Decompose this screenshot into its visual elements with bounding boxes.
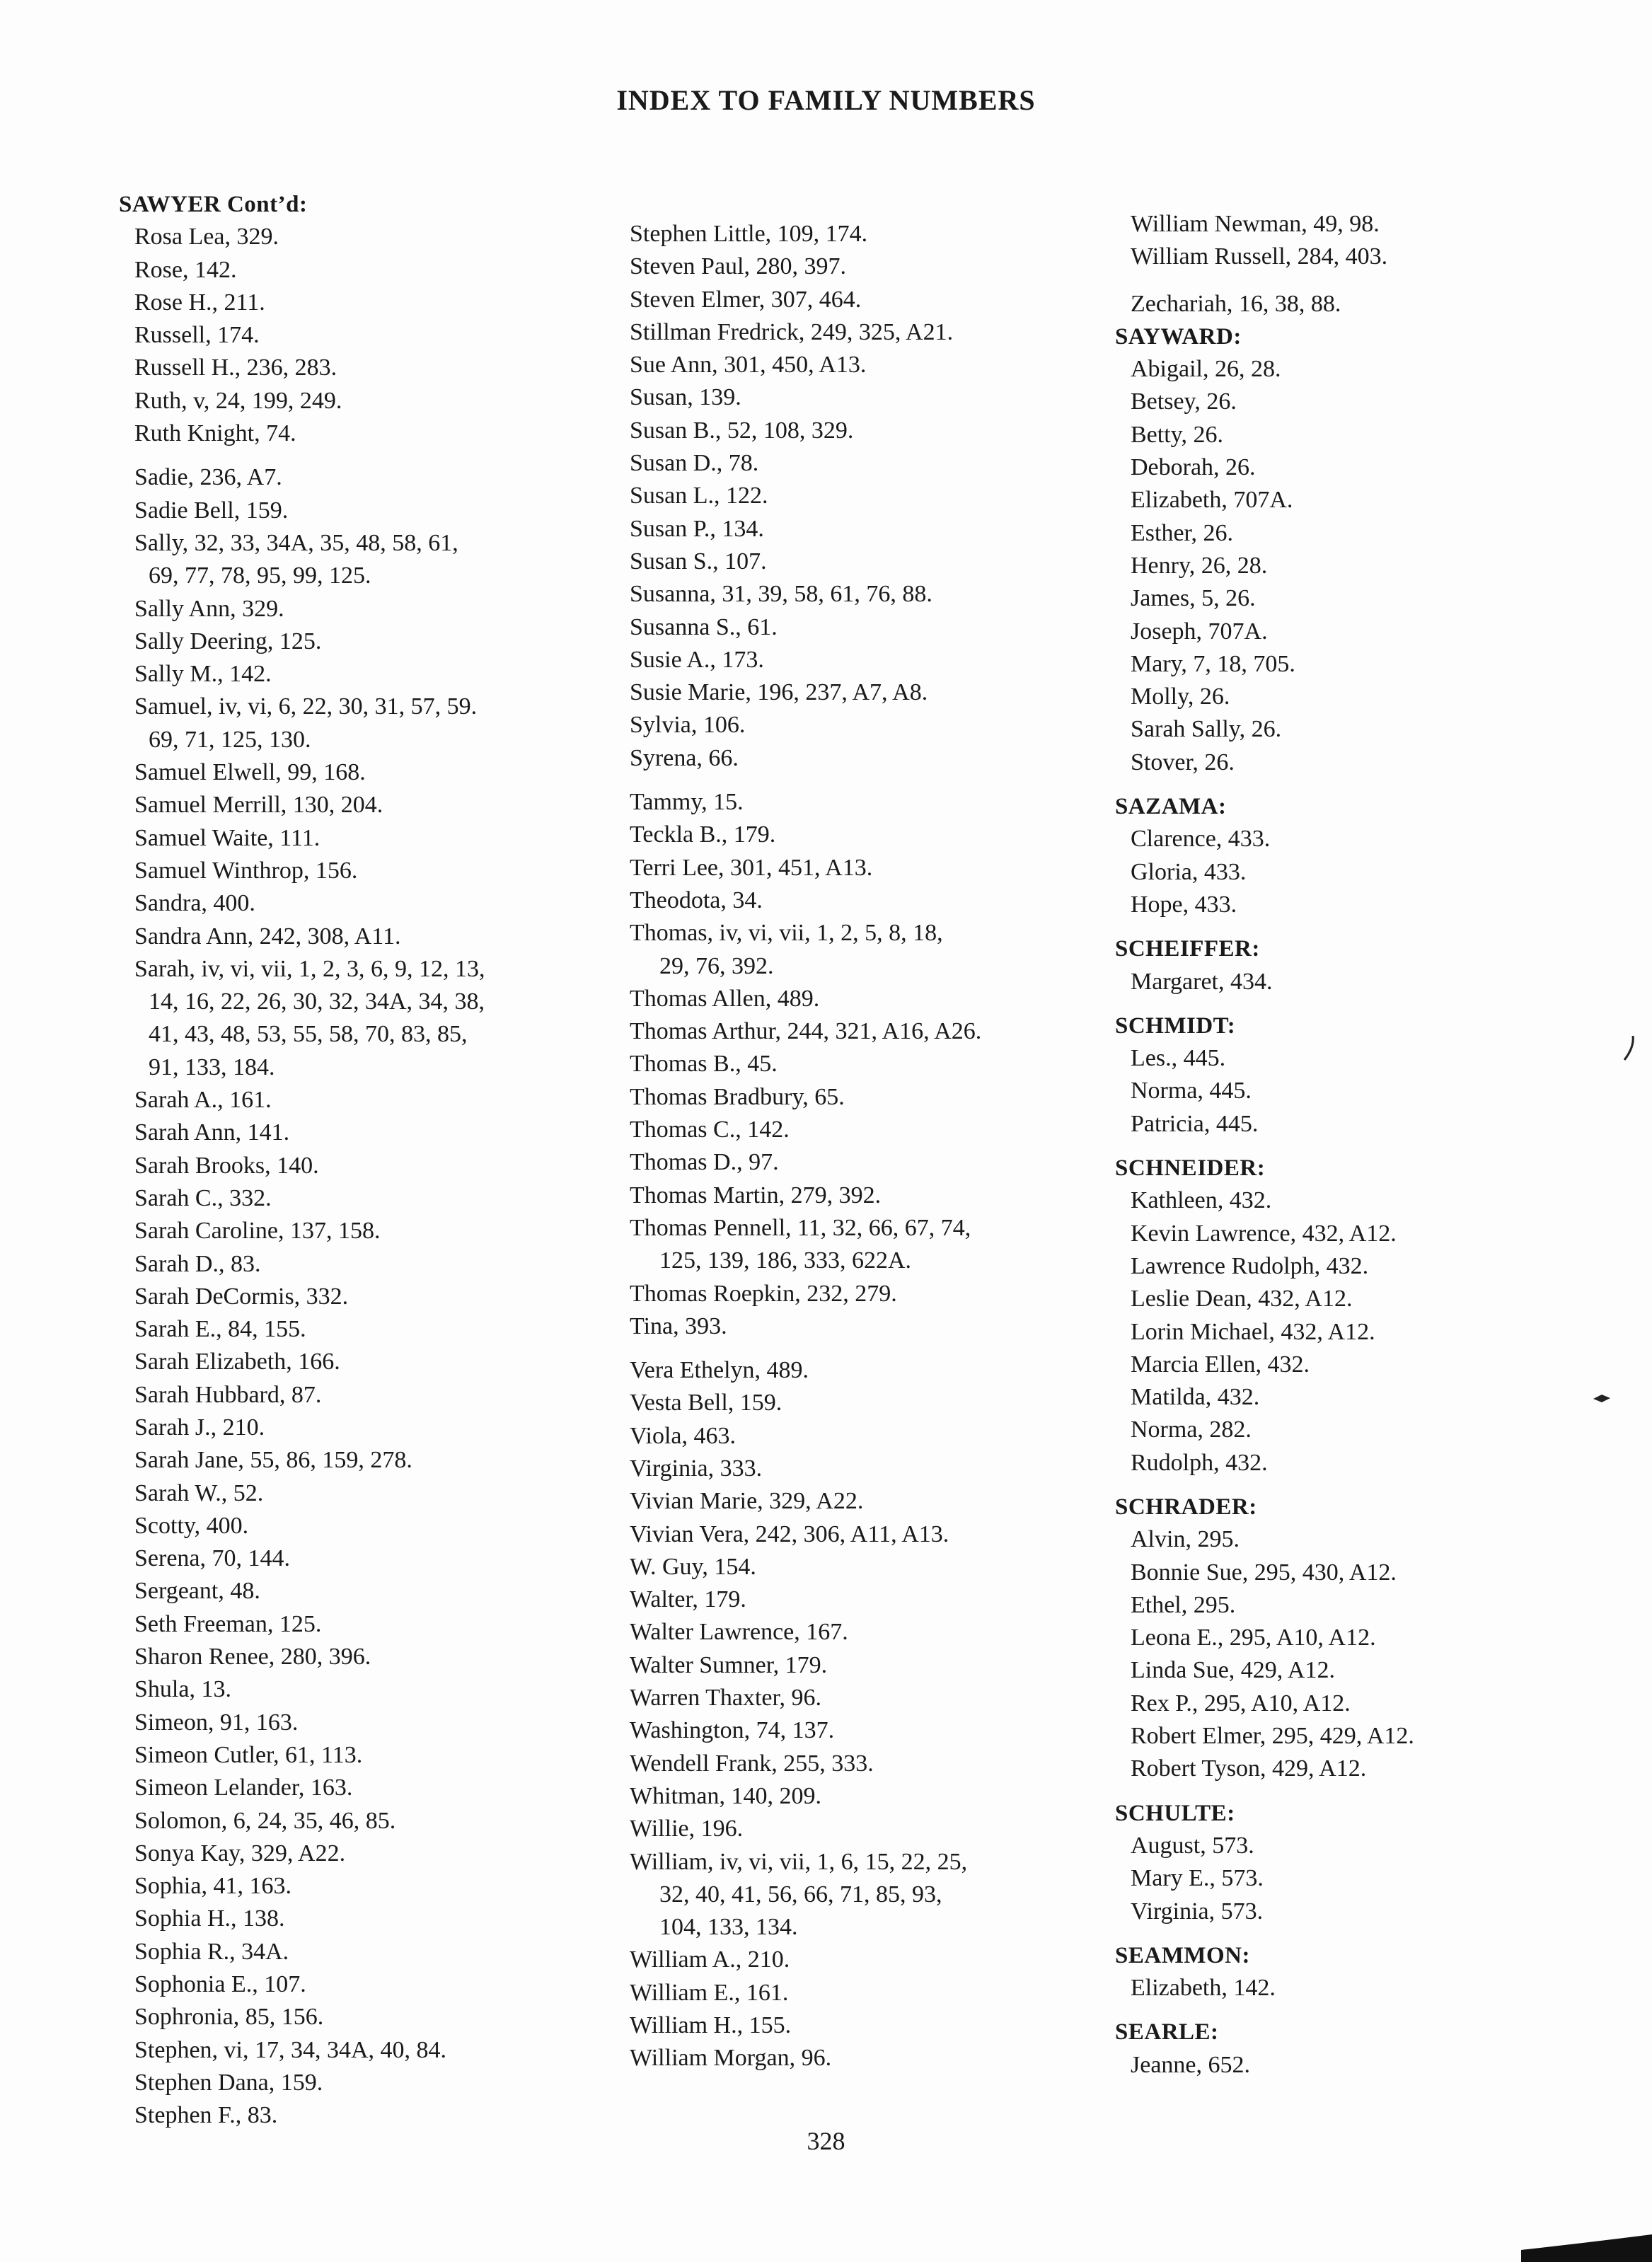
index-entry: Abigail, 26, 28. [1131, 356, 1281, 383]
index-entry: Tammy, 15. [630, 789, 744, 816]
index-entry: Sophia H., 138. [134, 1905, 285, 1932]
index-entry: Kevin Lawrence, 432, A12. [1131, 1220, 1397, 1247]
index-entry: William, iv, vi, vii, 1, 6, 15, 22, 25, [630, 1848, 968, 1875]
spacer [119, 450, 485, 461]
index-entry: Sarah W., 52. [134, 1479, 264, 1506]
index-entry: Susie Marie, 196, 237, A7, A8. [630, 679, 928, 706]
index-entry: Esther, 26. [1131, 519, 1233, 546]
index-entry: Sophia R., 34A. [134, 1938, 289, 1965]
index-entry: Vera Ethelyn, 489. [630, 1357, 809, 1384]
index-entry: Sophia, 41, 163. [134, 1873, 291, 1900]
index-entry: Syrena, 66. [630, 744, 739, 771]
index-entry: Robert Elmer, 295, 429, A12. [1131, 1723, 1414, 1750]
surname-heading: SAYWARD: [1115, 323, 1242, 350]
index-entry: Patricia, 445. [1131, 1110, 1259, 1137]
index-entry: Sarah Caroline, 137, 158. [134, 1218, 381, 1245]
index-entry: Vivian Vera, 242, 306, A11, A13. [630, 1520, 949, 1547]
index-entry: Stephen, vi, 17, 34, 34A, 40, 84. [134, 2036, 447, 2063]
index-entry: Joseph, 707A. [1131, 618, 1268, 645]
index-entry: Rosa Lea, 329. [134, 224, 279, 250]
index-entry: Stephen F., 83. [134, 2102, 278, 2129]
index-entry: Molly, 26. [1131, 683, 1230, 710]
index-entry: Samuel Winthrop, 156. [134, 857, 358, 884]
index-entry: Stephen Dana, 159. [134, 2069, 323, 2096]
index-entry: Bonnie Sue, 295, 430, A12. [1131, 1559, 1397, 1586]
index-entry: Sophonia E., 107. [134, 1971, 306, 1998]
index-entry-continuation: 69, 77, 78, 95, 99, 125. [149, 562, 371, 589]
surname-heading: SEARLE: [1115, 2019, 1219, 2045]
index-entry: Stover, 26. [1131, 749, 1235, 775]
index-entry: Thomas D., 97. [630, 1149, 779, 1176]
index-column-1 [119, 188, 485, 2133]
index-entry: Terri Lee, 301, 451, A13. [630, 854, 873, 881]
index-entry-continuation: 29, 76, 392. [659, 952, 774, 979]
spacer [1115, 779, 1414, 790]
index-entry: Stephen Little, 109, 174. [630, 221, 868, 247]
index-entry: Hope, 433. [1131, 891, 1237, 918]
index-entry: Samuel Merrill, 130, 204. [134, 792, 383, 819]
index-entry: William A., 210. [630, 1946, 790, 1973]
index-entry: Sharon Renee, 280, 396. [134, 1644, 371, 1670]
spacer [630, 775, 981, 786]
index-entry: Thomas, iv, vi, vii, 1, 2, 5, 8, 18, [630, 920, 943, 947]
index-entry: Sonya Kay, 329, A22. [134, 1840, 346, 1866]
index-entry: Walter, 179. [630, 1586, 746, 1613]
index-entry: Thomas Allen, 489. [630, 985, 820, 1012]
index-entry: Shula, 13. [134, 1676, 231, 1703]
index-entry: Ethel, 295. [1131, 1591, 1236, 1618]
index-entry: Tina, 393. [630, 1312, 727, 1339]
index-entry: Scotty, 400. [134, 1512, 249, 1539]
index-entry: Seth Freeman, 125. [134, 1610, 322, 1637]
index-entry: Sylvia, 106. [630, 712, 746, 739]
index-entry: Margaret, 434. [1131, 968, 1273, 995]
spacer [1115, 1141, 1414, 1152]
index-entry: William E., 161. [630, 1979, 789, 2006]
index-entry: Susan B., 52, 108, 329. [630, 417, 854, 444]
index-entry: Teckla B., 179. [630, 821, 776, 848]
index-entry: Russell, 174. [134, 322, 260, 349]
index-entry: Betsey, 26. [1131, 388, 1237, 415]
index-entry: Susan, 139. [630, 384, 741, 411]
page-number: 328 [807, 2127, 845, 2155]
index-entry: William H., 155. [630, 2012, 792, 2039]
index-entry: Washington, 74, 137. [630, 1717, 835, 1744]
surname-heading: SAWYER Cont’d: [119, 192, 308, 217]
index-entry: Theodota, 34. [630, 887, 763, 913]
spacer [1115, 1928, 1414, 1939]
surname-heading: SAZAMA: [1115, 794, 1227, 820]
index-entry: Sarah Ann, 141. [134, 1119, 290, 1146]
spacer [630, 1343, 981, 1354]
index-entry: Whitman, 140, 209. [630, 1782, 822, 1809]
index-entry: Norma, 445. [1131, 1078, 1252, 1104]
index-entry: Steven Paul, 280, 397. [630, 253, 846, 280]
index-entry: Thomas Roepkin, 232, 279. [630, 1280, 897, 1307]
index-entry: Stillman Fredrick, 249, 325, A21. [630, 318, 954, 345]
index-entry: Sarah E., 84, 155. [134, 1316, 306, 1343]
index-entry: Mary E., 573. [1131, 1865, 1264, 1892]
index-entry: Thomas C., 142. [630, 1116, 790, 1143]
index-entry-continuation: 32, 40, 41, 56, 66, 71, 85, 93, [659, 1881, 942, 1908]
index-entry: Sarah D., 83. [134, 1250, 261, 1277]
index-entry: Susie A., 173. [630, 646, 764, 673]
index-entry: Solomon, 6, 24, 35, 46, 85. [134, 1807, 396, 1834]
index-entry: Deborah, 26. [1131, 454, 1256, 481]
index-entry: Mary, 7, 18, 705. [1131, 650, 1295, 677]
index-entry: Sarah, iv, vi, vii, 1, 2, 3, 6, 9, 12, 13, [134, 955, 485, 982]
ink-speck [1592, 1392, 1613, 1405]
index-entry: Sarah DeCormis, 332. [134, 1283, 349, 1310]
index-entry: Sarah J., 210. [134, 1414, 265, 1441]
index-entry: Simeon Cutler, 61, 113. [134, 1741, 363, 1768]
index-entry: Rudolph, 432. [1131, 1449, 1268, 1476]
index-entry-continuation: 125, 139, 186, 333, 622A. [659, 1247, 912, 1274]
index-entry: Sadie Bell, 159. [134, 497, 289, 524]
spacer [1115, 274, 1414, 288]
spacer [1115, 1786, 1414, 1797]
index-entry: Sally Ann, 329. [134, 595, 284, 622]
index-entry: Virginia, 573. [1131, 1898, 1264, 1925]
index-entry: Sarah Hubbard, 87. [134, 1381, 322, 1408]
index-entry: William Russell, 284, 403. [1131, 243, 1388, 270]
index-entry: Ruth, v, 24, 199, 249. [134, 387, 342, 414]
index-entry: Robert Tyson, 429, A12. [1131, 1755, 1367, 1782]
index-entry-continuation: 14, 16, 22, 26, 30, 32, 34A, 34, 38, [149, 988, 485, 1015]
margin-mark [1620, 1033, 1637, 1064]
index-entry: Sarah Elizabeth, 166. [134, 1349, 340, 1375]
index-entry: Warren Thaxter, 96. [630, 1685, 821, 1712]
index-entry: Rex P., 295, A10, A12. [1131, 1690, 1351, 1716]
index-entry: Simeon, 91, 163. [134, 1709, 299, 1736]
index-entry: Kathleen, 432. [1131, 1187, 1272, 1214]
index-entry: Viola, 463. [630, 1422, 736, 1449]
index-entry: Sally, 32, 33, 34A, 35, 48, 58, 61, [134, 529, 458, 556]
spacer [1115, 2004, 1414, 2016]
index-entry: Leslie Dean, 432, A12. [1131, 1286, 1353, 1312]
index-entry: Sue Ann, 301, 450, A13. [630, 352, 867, 379]
index-entry: August, 573. [1131, 1832, 1254, 1859]
index-entry: Gloria, 433. [1131, 858, 1247, 885]
index-entry: Vivian Marie, 329, A22. [630, 1488, 864, 1515]
index-entry: Alvin, 295. [1131, 1526, 1240, 1553]
surname-heading: SCHNEIDER: [1115, 1155, 1266, 1182]
index-entry: Rose H., 211. [134, 289, 265, 316]
index-entry: Vesta Bell, 159. [630, 1390, 782, 1416]
surname-heading: SCHEIFFER: [1115, 936, 1260, 962]
index-entry: Susanna S., 61. [630, 613, 778, 640]
index-entry: Lorin Michael, 432, A12. [1131, 1318, 1375, 1345]
index-entry: Sarah C., 332. [134, 1184, 272, 1211]
surname-heading: SEAMMON: [1115, 1942, 1250, 1968]
index-entry: Susan S., 107. [630, 548, 767, 575]
index-entry: Samuel Waite, 111. [134, 824, 320, 851]
surname-heading: SCHULTE: [1115, 1800, 1235, 1826]
index-entry: Rose, 142. [134, 256, 237, 283]
index-entry: Thomas Martin, 279, 392. [630, 1182, 882, 1208]
index-entry: Susan D., 78. [630, 450, 759, 477]
index-entry: William Newman, 49, 98. [1131, 211, 1380, 237]
index-entry: Sally M., 142. [134, 661, 272, 688]
index-entry: Linda Sue, 429, A12. [1131, 1657, 1335, 1684]
index-entry: Marcia Ellen, 432. [1131, 1351, 1310, 1378]
index-entry: Sarah Sally, 26. [1131, 716, 1282, 743]
index-entry: Thomas Bradbury, 65. [630, 1083, 845, 1110]
index-entry: Simeon Lelander, 163. [134, 1775, 353, 1801]
index-entry: Norma, 282. [1131, 1416, 1252, 1443]
surname-heading: SCHMIDT: [1115, 1012, 1236, 1039]
index-entry: Jeanne, 652. [1131, 2051, 1251, 2078]
index-entry: Susan L., 122. [630, 483, 768, 509]
index-entry: Sergeant, 48. [134, 1578, 260, 1605]
index-entry: Walter Lawrence, 167. [630, 1619, 848, 1646]
index-entry: Steven Elmer, 307, 464. [630, 286, 862, 313]
surname-heading: SCHRADER: [1115, 1494, 1257, 1520]
index-entry: Susan P., 134. [630, 515, 764, 542]
index-entry: Susanna, 31, 39, 58, 61, 76, 88. [630, 581, 932, 608]
spacer [1115, 921, 1414, 933]
index-entry: Samuel, iv, vi, 6, 22, 30, 31, 57, 59. [134, 693, 478, 720]
index-entry: Serena, 70, 144. [134, 1545, 291, 1572]
index-entry: Wendell Frank, 255, 333. [630, 1750, 874, 1777]
index-entry: Thomas Pennell, 11, 32, 66, 67, 74, [630, 1214, 971, 1241]
spacer [1115, 998, 1414, 1010]
spacer [1115, 1479, 1414, 1491]
index-entry: Elizabeth, 142. [1131, 1975, 1276, 2002]
index-entry-continuation: 91, 133, 184. [149, 1054, 275, 1080]
index-entry: Leona E., 295, A10, A12. [1131, 1625, 1376, 1651]
index-entry: Elizabeth, 707A. [1131, 487, 1293, 514]
index-entry: Matilda, 432. [1131, 1384, 1260, 1411]
corner-shadow [1521, 2229, 1652, 2262]
index-entry: Lawrence Rudolph, 432. [1131, 1252, 1369, 1279]
index-entry: Henry, 26, 28. [1131, 552, 1268, 579]
index-entry: Betty, 26. [1131, 421, 1223, 448]
index-column-3 [1115, 208, 1414, 2082]
index-entry: Sally Deering, 125. [134, 628, 322, 654]
index-entry: William Morgan, 96. [630, 2045, 832, 2072]
index-entry: Clarence, 433. [1131, 826, 1271, 853]
index-entry-continuation: 69, 71, 125, 130. [149, 726, 311, 753]
index-entry: Sarah Jane, 55, 86, 159, 278. [134, 1447, 412, 1474]
index-entry: Sadie, 236, A7. [134, 464, 282, 491]
index-entry: Walter Sumner, 179. [630, 1651, 828, 1678]
index-entry: Willie, 196. [630, 1816, 744, 1842]
index-entry: Sarah A., 161. [134, 1087, 272, 1114]
index-entry: Zechariah, 16, 38, 88. [1131, 290, 1341, 317]
index-column-2 [630, 218, 981, 2075]
page-title: INDEX TO FAMILY NUMBERS [616, 84, 1036, 116]
index-entry: Russell H., 236, 283. [134, 354, 337, 381]
index-entry: James, 5, 26. [1131, 585, 1256, 612]
index-entry: W. Guy, 154. [630, 1553, 756, 1580]
index-entry: Sarah Brooks, 140. [134, 1152, 319, 1179]
index-entry: Thomas Arthur, 244, 321, A16, A26. [630, 1018, 982, 1045]
index-entry: Virginia, 333. [630, 1455, 763, 1482]
index-entry: Sandra Ann, 242, 308, A11. [134, 923, 401, 950]
index-entry: Sophronia, 85, 156. [134, 2004, 324, 2031]
index-entry: Ruth Knight, 74. [134, 420, 296, 447]
index-entry-continuation: 104, 133, 134. [659, 1914, 798, 1941]
index-entry: Thomas B., 45. [630, 1051, 778, 1078]
index-entry: Les., 445. [1131, 1045, 1226, 1072]
index-entry-continuation: 41, 43, 48, 53, 55, 58, 70, 83, 85, [149, 1021, 468, 1048]
index-entry: Samuel Elwell, 99, 168. [134, 759, 366, 786]
index-entry: Sandra, 400. [134, 890, 255, 917]
